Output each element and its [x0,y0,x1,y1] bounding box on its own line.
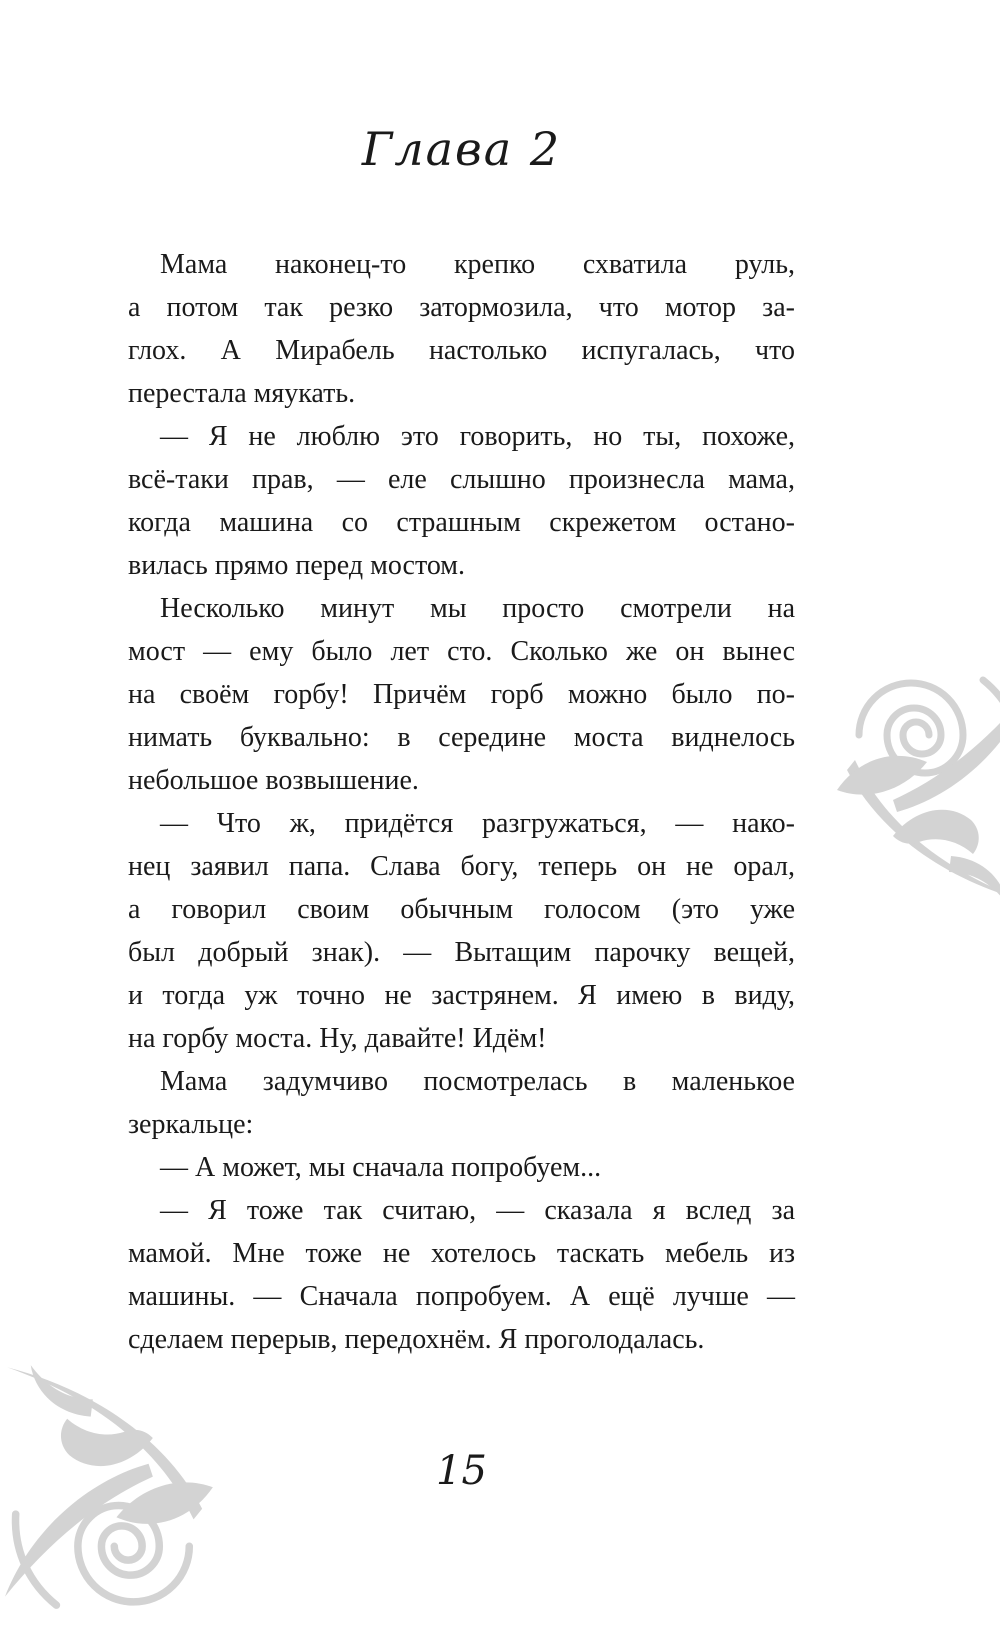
text-line: на горбу моста. Ну, давайте! Идём! [128,1023,547,1054]
text-line: небольшое возвышение. [128,765,419,796]
paragraph [128,1146,795,1189]
text-line: зеркальце: [128,1109,254,1140]
page-number: 15 [436,1448,487,1494]
text-line: когда машина со страшным скрежетом остано- [128,507,795,538]
paragraph [128,243,795,415]
text-line: а говорил своим обычным голосом (это уже [128,894,795,925]
floral-flourish-right-icon [833,640,1000,920]
text-line: — Я не люблю это говорить, но ты, похоже, [160,421,795,452]
floral-flourish-bottom-left-icon [0,1348,232,1648]
text-line: — А может, мы сначала попробуем... [160,1152,602,1183]
text-line: — Что ж, придётся разгружаться, — нако- [160,808,795,839]
paragraph [128,415,795,587]
text-line: — Я тоже так считаю, — сказала я вслед за [160,1195,795,1226]
text-line: и тогда уж точно не застрянем. Я имею в виду, [128,980,795,1011]
text-line: Мама задумчиво посмотрелась в маленькое [160,1066,795,1097]
paragraph [128,802,795,1060]
paragraph [128,1189,795,1361]
text-line: всё-таки прав, — еле слышно произнесла мама, [128,464,795,495]
body-text [128,243,795,1361]
text-line: вилась прямо перед мостом. [128,550,465,581]
text-line: был добрый знак). — Вытащим парочку вещей, [128,937,795,968]
chapter-heading: Глава 2 [361,122,562,176]
paragraph [128,587,795,802]
text-line: сделаем перерыв, передохнём. Я проголодалась. [128,1324,705,1355]
text-line: на своём горбу! Причём горб можно было по- [128,679,795,710]
text-line: нец заявил папа. Слава богу, теперь он не орал, [128,851,795,882]
text-line: нимать буквально: в середине моста виднелось [128,722,795,753]
text-line: мост — ему было лет сто. Сколько же он вынес [128,636,795,667]
paragraph [128,1060,795,1146]
text-line: Несколько минут мы просто смотрели на [160,593,795,624]
text-line: а потом так резко затормозила, что мотор за- [128,292,795,323]
text-line: глох. А Мирабель настолько испугалась, что [128,335,795,366]
text-line: Мама наконец-то крепко схватила руль, [160,249,795,280]
text-line: перестала мяукать. [128,378,356,409]
text-line: мамой. Мне тоже не хотелось таскать мебель из [128,1238,795,1269]
text-line: машины. — Сначала попробуем. А ещё лучше — [128,1281,795,1312]
